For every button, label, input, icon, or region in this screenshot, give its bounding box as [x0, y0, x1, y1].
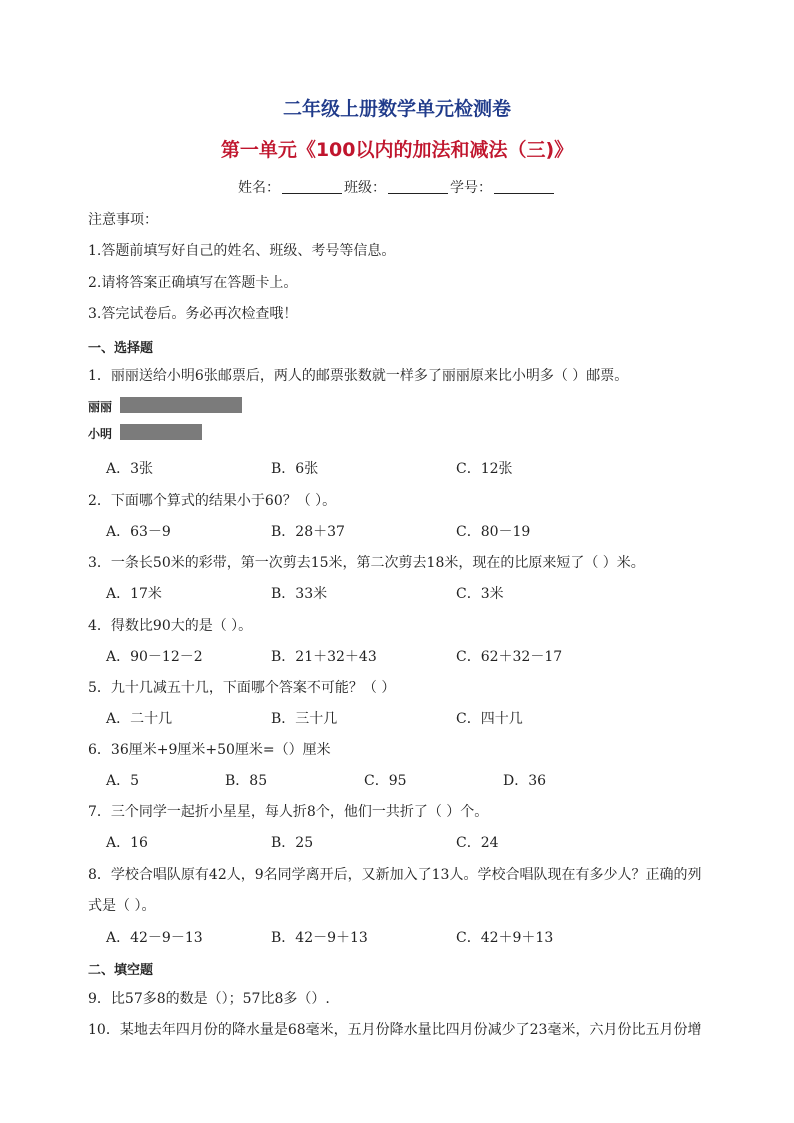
option-c[interactable]: C．62＋32－17	[456, 649, 563, 665]
notice-item: 2.请将答案正确填写在答题卡上。	[88, 275, 298, 291]
class-label: 班级：	[344, 180, 386, 196]
option-c[interactable]: C．24	[456, 835, 499, 851]
option-b[interactable]: B．28＋37	[271, 524, 345, 540]
diagram-label-lili: 丽丽	[88, 400, 113, 414]
question-2: 2．下面哪个算式的结果小于60？（ ）。	[88, 493, 337, 509]
section-choice: 一、选择题	[88, 341, 154, 356]
question-7: 7．三个同学一起折小星星，每人折8个，他们一共折了（ ）个。	[88, 804, 489, 820]
question-5: 5．九十几减五十几，下面哪个答案不可能？（ ）	[88, 680, 396, 696]
option-b[interactable]: B．21＋32＋43	[271, 649, 377, 665]
diagram-bar-lili	[120, 397, 242, 413]
id-blank[interactable]	[494, 179, 554, 194]
unit-title: 第一单元《100以内的加法和减法（三)》	[220, 139, 574, 161]
option-a[interactable]: A．二十几	[106, 711, 173, 727]
option-a[interactable]: A．90－12－2	[106, 649, 203, 665]
option-c[interactable]: C．95	[364, 773, 407, 789]
notice-item: 3.答完试卷后。务必再次检查哦！	[88, 306, 298, 322]
option-a[interactable]: A．42－9－13	[106, 930, 203, 946]
option-c[interactable]: C．四十几	[456, 711, 523, 727]
option-b[interactable]: B．三十几	[271, 711, 338, 727]
question-10: 10．某地去年四月份的降水量是68毫米，五月份降水量比四月份减少了23毫米，六月份比五月份增	[88, 1022, 702, 1038]
notice-heading: 注意事项：	[88, 212, 158, 228]
name-blank[interactable]	[282, 179, 342, 194]
option-b[interactable]: B．85	[225, 773, 268, 789]
student-info	[0, 177, 794, 197]
option-a[interactable]: A．63－9	[106, 524, 171, 540]
option-b[interactable]: B．42－9＋13	[271, 930, 368, 946]
option-c[interactable]: C．3米	[456, 586, 504, 602]
id-label: 学号：	[450, 180, 492, 196]
option-c[interactable]: C．42＋9＋13	[456, 930, 554, 946]
section-fill: 二、填空题	[88, 963, 154, 978]
question-8: 8．学校合唱队原有42人，9名同学离开后，又新加入了13人。学校合唱队现在有多少人？正确的列	[88, 867, 702, 883]
class-blank[interactable]	[388, 179, 448, 194]
question-6: 6．36厘米+9厘米+50厘米=（）厘米	[88, 742, 331, 758]
option-a[interactable]: A．5	[106, 773, 140, 789]
question-4: 4．得数比90大的是（ ）。	[88, 618, 253, 634]
notice-item: 1.答题前填写好自己的姓名、班级、考号等信息。	[88, 243, 396, 259]
option-d[interactable]: D．36	[503, 773, 547, 789]
name-label: 姓名：	[238, 180, 280, 196]
option-b[interactable]: B．6张	[271, 461, 319, 477]
option-b[interactable]: B．25	[271, 835, 314, 851]
diagram-bar-xiaoming	[120, 424, 202, 440]
question-1: 1．丽丽送给小明6张邮票后，两人的邮票张数就一样多了丽丽原来比小明多（ ）邮票。	[88, 368, 629, 384]
option-a[interactable]: A．3张	[106, 461, 154, 477]
question-3: 3．一条长50米的彩带，第一次剪去15米，第二次剪去18米，现在的比原来短了（ ）米。	[88, 555, 645, 571]
diagram-label-xiaoming: 小明	[88, 427, 113, 441]
question-9: 9．比57多8的数是（）；57比8多（）.	[88, 991, 330, 1007]
option-c[interactable]: C．12张	[456, 461, 513, 477]
option-a[interactable]: A．17米	[106, 586, 162, 602]
question-8-continued: 式是（ ）。	[88, 898, 156, 914]
option-a[interactable]: A．16	[106, 835, 148, 851]
option-c[interactable]: C．80－19	[456, 524, 531, 540]
exam-title: 二年级上册数学单元检测卷	[282, 98, 511, 120]
option-b[interactable]: B．33米	[271, 586, 328, 602]
